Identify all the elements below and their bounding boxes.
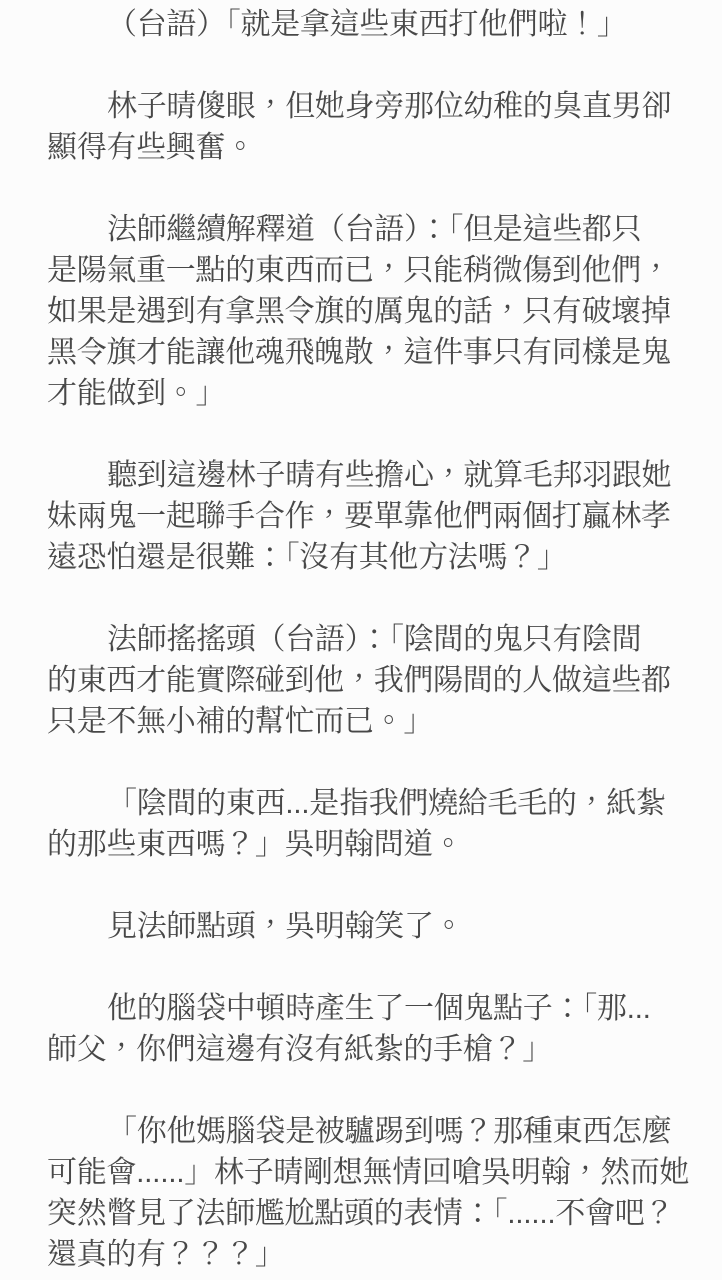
paragraph (47, 906, 678, 947)
paragraph (47, 209, 678, 414)
text-line: 「陰間的東西...是指我們燒給毛毛的，紙紮 (107, 787, 666, 820)
text-line: 遠恐怕還是很難：「沒有其他方法嗎？」 (47, 541, 567, 574)
text-line: 突然瞥見了法師尷尬點頭的表情：「......不會吧？ (47, 1197, 675, 1230)
text-line: 黑令旗才能讓他魂飛魄散，這件事只有同樣是鬼 (47, 336, 671, 369)
text-line: 還真的有？？？」 (47, 1238, 285, 1271)
text-line: （台語）「就是拿這些東西打他們啦！」 (107, 8, 627, 41)
text-line: 法師搖搖頭（台語）：「陰間的鬼只有陰間 (107, 623, 642, 656)
text-line: 師父，你們這邊有沒有紙紮的手槍？」 (47, 1033, 552, 1066)
text-line: 如果是遇到有拿黑令旗的厲鬼的話，只有破壞掉 (47, 295, 671, 328)
text-line: 法師繼續解釋道（台語）：「但是這些都只 (107, 213, 642, 246)
text-line: 可能會......」林子晴剛想無情回嗆吳明翰，然而她 (47, 1156, 690, 1189)
text-line: 是陽氣重一點的東西而已，只能稍微傷到他們， (47, 254, 671, 287)
paragraph (47, 988, 678, 1070)
text-line: 的東西才能實際碰到他，我們陽間的人做這些都 (47, 664, 671, 697)
text-line: 的那些東西嗎？」吳明翰問道。 (47, 828, 463, 861)
paragraph (47, 619, 678, 742)
text-line: 他的腦袋中頓時產生了一個鬼點子：「那... (107, 992, 651, 1025)
text-line: 林子晴傻眼，但她身旁那位幼稚的臭直男卻 (107, 90, 672, 123)
paragraph (47, 1111, 690, 1275)
text-line: 妹兩鬼一起聯手合作，要單靠他們兩個打贏林孝 (47, 500, 671, 533)
text-line: 顯得有些興奮。 (47, 131, 255, 164)
paragraph (47, 455, 678, 578)
paragraph (47, 86, 678, 168)
text-line: 「你他媽腦袋是被驢踢到嗎？那種東西怎麼 (107, 1115, 672, 1148)
paragraph (47, 4, 678, 45)
text-line: 聽到這邊林子晴有些擔心，就算毛邦羽跟她 (107, 459, 672, 492)
text-line: 才能做到。」 (47, 377, 226, 410)
paragraph (47, 783, 678, 865)
text-line: 見法師點頭，吳明翰笑了。 (107, 910, 464, 943)
text-line: 只是不無小補的幫忙而已。」 (47, 705, 434, 738)
